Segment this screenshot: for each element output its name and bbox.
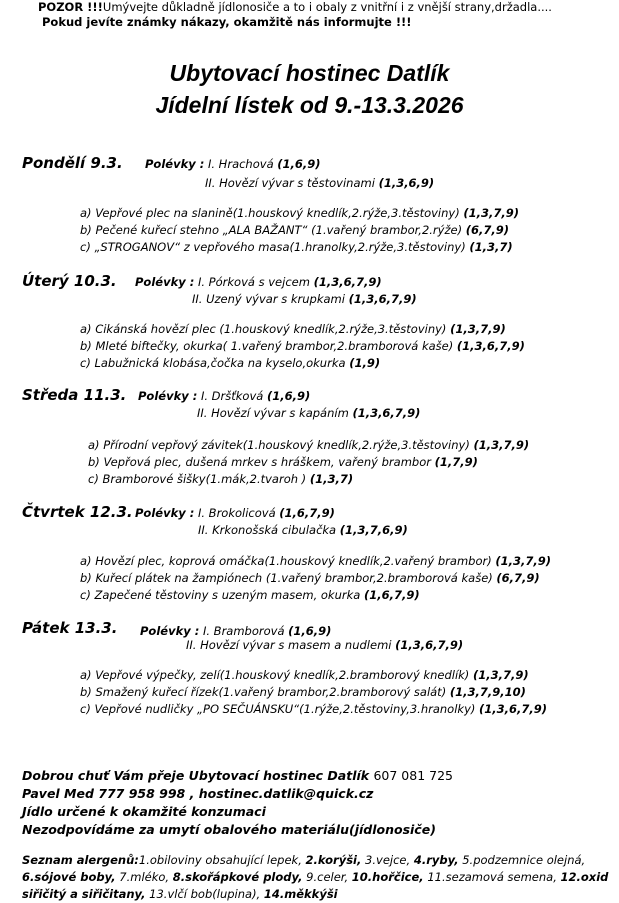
soup-line-1 (135, 275, 382, 289)
soups-label: Polévky : (135, 506, 195, 520)
soup-2-allergens: (1,3,6,7,9) (352, 406, 421, 420)
soup-line-2 (198, 523, 408, 537)
footer-line-4: Nezodpovídáme za umytí obalového materiálu(jídlonosiče) (22, 822, 436, 837)
allergen-name: vlčí bob(lupina), (167, 887, 261, 901)
meal-allergens: (1,3,7) (309, 472, 354, 486)
soup-2-allergens: (1,3,6,7,9) (395, 638, 464, 652)
soup-1-allergens: (1,6,7,9) (279, 506, 335, 520)
allergen-number: 6. (22, 870, 35, 884)
meal-letter: c) (80, 588, 91, 602)
meal-text: Vepřová plec, dušená mrkev s hráškem, vařený brambor (103, 455, 431, 469)
meal-item (80, 322, 506, 336)
allergen-name: podzemnice olejná, (473, 853, 586, 867)
meal-item (88, 472, 353, 486)
soup-1-name: I. Hrachová (207, 157, 274, 171)
soup-line-1 (138, 389, 310, 403)
meal-allergens: (1,3,7,9) (473, 438, 530, 452)
footer-phone: 607 081 725 (373, 768, 453, 783)
soup-line-1 (145, 157, 321, 171)
allergen-name: ryby, (426, 853, 459, 867)
soup-1-allergens: (1,3,6,7,9) (313, 275, 382, 289)
allergen-number: 3. (365, 853, 377, 867)
meal-text: Kuřecí plátek na žampiónech (1.vařený brambor,2.bramborová kaše) (95, 571, 493, 585)
meal-item (80, 206, 519, 220)
meal-allergens: (1,7,9) (434, 455, 478, 469)
soups-label: Polévky : (135, 275, 195, 289)
meal-item (80, 702, 547, 716)
soup-1-name: I. Bramborová (202, 624, 285, 638)
meal-letter: b) (80, 571, 92, 585)
meal-item (88, 438, 529, 452)
footer-line-3: Jídlo určené k okamžité konzumaci (22, 804, 266, 819)
allergen-name: měkkýši (284, 887, 338, 901)
page-subtitle: Jídelní lístek od 9.-13.3.2026 (155, 92, 464, 118)
day-heading: Pondělí 9.3. (22, 154, 123, 172)
meal-text: Labužnická klobása,čočka na kyselo,okurka (94, 356, 350, 370)
soup-2-allergens: (1,3,7,6,9) (339, 523, 408, 537)
notice-line-1 (38, 0, 552, 14)
meal-letter: b) (80, 339, 92, 353)
day-heading: Úterý 10.3. (22, 272, 117, 290)
notice-line-2: Pokud jevíte známky nákazy, okamžitě nás informujte !!! (42, 15, 412, 29)
allergen-number: 12. (560, 870, 581, 884)
meal-text: Vepřové nudličky „PO SEČUÁNSKU“(1.rýže,2.těstoviny,3.hranolky) (94, 702, 476, 716)
meal-item (80, 685, 526, 699)
meal-item (80, 356, 380, 370)
meal-letter: a) (88, 438, 100, 452)
soup-2-name: II. Hovězí vývar s těstovinami (205, 176, 375, 190)
meal-allergens: (1,3,7,9) (463, 206, 519, 220)
meal-letter: a) (80, 206, 92, 220)
allergen-name: mléko, (130, 870, 170, 884)
day-heading: Čtvrtek 12.3. (22, 503, 133, 521)
soup-1-name: I. Pórková s vejcem (197, 275, 310, 289)
allergen-name: hořčice, (372, 870, 424, 884)
allergen-number: 13. (149, 887, 168, 901)
meal-item (80, 339, 525, 353)
allergen-label: Seznam alergenů: (22, 853, 139, 867)
soup-2-name: II. Uzený vývar s krupkami (192, 292, 345, 306)
day-heading: Pátek 13.3. (22, 619, 118, 637)
meal-text: Bramborové šišky(1.mák,2.tvaroh ) (102, 472, 307, 486)
allergen-number: 9. (306, 870, 318, 884)
allergen-number: 5. (462, 853, 474, 867)
allergen-name: korýši, (317, 853, 362, 867)
meal-allergens: (1,3,7,9,10) (449, 685, 526, 699)
meal-allergens: (1,9) (349, 356, 381, 370)
meal-allergens: (1,3,7) (469, 240, 513, 254)
meal-allergens: (1,3,7,9) (472, 668, 529, 682)
notice-text: Umývejte důkladně jídlonosiče a to i obaly z vnitřní i z vnější strany,držadla.... (102, 0, 552, 14)
allergen-name: celer, (317, 870, 349, 884)
soup-line-2 (192, 292, 417, 306)
soup-1-allergens: (1,6,9) (266, 389, 311, 403)
allergen-number: 14. (263, 887, 285, 901)
allergen-number: 1. (138, 853, 150, 867)
meal-allergens: (1,3,6,7,9) (479, 702, 548, 716)
allergen-name: sójové boby, (34, 870, 116, 884)
meal-letter: a) (80, 322, 92, 336)
meal-letter: c) (88, 472, 99, 486)
meal-item (80, 240, 513, 254)
meal-letter: c) (80, 356, 91, 370)
meal-text: Vepřové plec na slanině(1.houskový knedlík,2.rýže,3.těstoviny) (95, 206, 460, 220)
soup-line-2 (197, 406, 420, 420)
soups-label: Polévky : (145, 157, 205, 171)
meal-letter: b) (80, 223, 92, 237)
meal-text: Pečené kuřecí stehno „ALA BAŽANT“ (1.vařený brambor,2.rýže) (95, 223, 463, 237)
meal-letter: a) (80, 668, 92, 682)
soup-1-allergens: (1,6,9) (288, 624, 332, 638)
page-title: Ubytovací hostinec Datlík (169, 60, 450, 86)
soup-line-2 (186, 638, 463, 652)
meal-letter: a) (80, 554, 92, 568)
meal-item (88, 455, 478, 469)
meal-text: Cikánská hovězí plec (1.houskový knedlík,2.rýže,3.těstoviny) (95, 322, 447, 336)
allergen-number: 4. (413, 853, 427, 867)
meal-text: Smažený kuřecí řízek(1.vařený brambor,2.bramborový salát) (95, 685, 447, 699)
day-heading: Středa 11.3. (22, 386, 127, 404)
meal-text: Vepřové výpečky, zelí(1.houskový knedlík,2.bramborový knedlík) (95, 668, 470, 682)
soup-1-allergens: (1,6,9) (277, 157, 321, 171)
allergen-number: 10. (351, 870, 373, 884)
footer-greeting-line (22, 768, 453, 783)
meal-text: Zapečené těstoviny s uzeným masem, okurka (94, 588, 361, 602)
soup-line-2 (205, 176, 434, 190)
meal-item (80, 668, 529, 682)
meal-text: Přírodní vepřový závitek(1.houskový knedlík,2.rýže,3.těstoviny) (103, 438, 470, 452)
meal-text: „STROGANOV“ z vepřového masa(1.hranolky,2.rýže,3.těstoviny) (94, 240, 466, 254)
meal-allergens: (1,3,6,7,9) (456, 339, 525, 353)
meal-item (80, 588, 420, 602)
soup-2-allergens: (1,3,6,7,9) (348, 292, 417, 306)
soup-line-1 (135, 506, 335, 520)
meal-letter: c) (80, 702, 91, 716)
meal-item (80, 571, 540, 585)
notice-warning: POZOR !!! (38, 0, 103, 14)
allergen-name: vejce, (376, 853, 411, 867)
soup-2-name: II. Krkonošská cibulačka (198, 523, 337, 537)
meal-allergens: (1,3,7,9) (450, 322, 506, 336)
meal-text: Mleté biftečky, okurka( 1.vařený brambor,2.bramborová kaše) (95, 339, 454, 353)
allergen-number: 2. (305, 853, 318, 867)
meal-item (80, 554, 551, 568)
footer-contact: Pavel Med 777 958 998 , hostinec.datlik@quick.cz (22, 786, 374, 801)
meal-allergens: (6,7,9) (465, 223, 509, 237)
soup-2-name: II. Hovězí vývar s masem a nudlemi (186, 638, 392, 652)
meal-letter: c) (80, 240, 91, 254)
meal-letter: b) (88, 455, 100, 469)
meal-allergens: (1,3,7,9) (495, 554, 551, 568)
soup-2-allergens: (1,3,6,9) (378, 176, 435, 190)
meal-allergens: (1,6,7,9) (363, 588, 420, 602)
allergen-number: 8. (172, 870, 186, 884)
footer-greeting: Dobrou chuť Vám přeje Ubytovací hostinec Datlík (22, 768, 370, 783)
soup-1-name: I. Dršťková (200, 389, 264, 403)
meal-item (80, 223, 509, 237)
soup-line-1 (140, 624, 331, 638)
allergen-number: 11. (427, 870, 446, 884)
meal-letter: b) (80, 685, 92, 699)
meal-text: Hovězí plec, koprová omáčka(1.houskový knedlík,2.vařený brambor) (95, 554, 492, 568)
soup-1-name: I. Brokolicová (197, 506, 276, 520)
allergen-number: 7. (119, 870, 131, 884)
allergen-name: obiloviny obsahující lepek, (149, 853, 302, 867)
meal-allergens: (6,7,9) (496, 571, 540, 585)
soups-label: Polévky : (138, 389, 198, 403)
allergen-name: skořápkové plody, (185, 870, 303, 884)
soup-2-name: II. Hovězí vývar s kapáním (197, 406, 349, 420)
allergen-name: sezamová semena, (445, 870, 557, 884)
soups-label: Polévky : (140, 624, 200, 638)
allergen-list (22, 852, 614, 903)
allergen-name: oxid siřičitý a siřičitany, (22, 870, 609, 901)
